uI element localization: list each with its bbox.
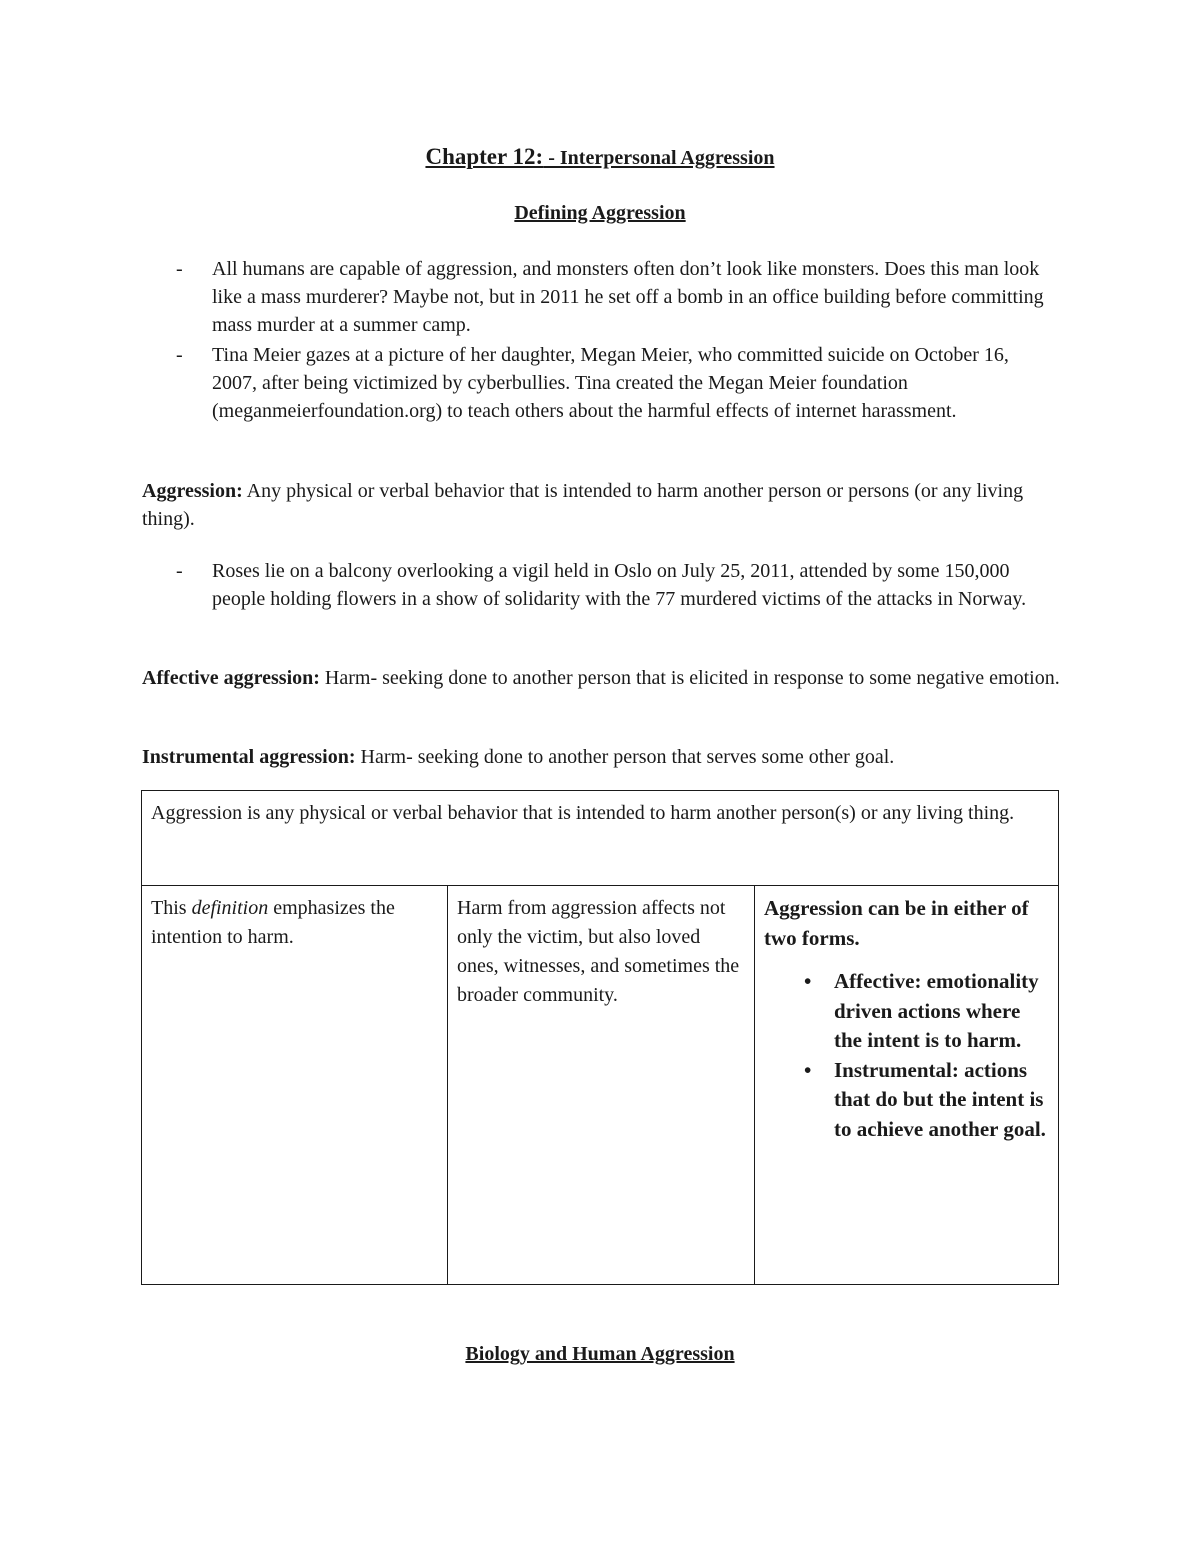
cell-italic-text: definition (191, 897, 269, 919)
dash-marker: - (176, 560, 183, 582)
list-item (176, 255, 1056, 339)
definition-term: Affective aggression: (142, 667, 320, 689)
table-cell-forms (755, 886, 1059, 1285)
definition-term: Instrumental aggression: (142, 746, 356, 768)
aggression-definition (142, 477, 1060, 533)
list-item (804, 1056, 1049, 1145)
chapter-subtitle: - Interpersonal Aggression (543, 147, 775, 169)
section-title: Defining Aggression (514, 202, 686, 224)
cell-text: emphasizes the intention to harm. (151, 897, 395, 948)
cell-text: This (151, 897, 192, 919)
forms-list (764, 967, 1049, 1144)
chapter-label: Chapter 12: (425, 144, 544, 169)
table-row (142, 791, 1059, 886)
chapter-title (0, 144, 1200, 170)
list-item (176, 341, 1056, 425)
instrumental-definition (142, 743, 1060, 771)
bullet-marker: • (804, 969, 812, 993)
bullet-text: Affective: emotionality driven actions where the intent is to harm. (834, 969, 1039, 1052)
vigil-bullet-list (176, 557, 1056, 613)
bullet-text: Instrumental: actions that do but the intent is to achieve another goal. (834, 1057, 1046, 1141)
definition-term: Aggression: (142, 480, 243, 502)
table-row (142, 886, 1059, 1285)
bullet-text: All humans are capable of aggression, and monsters often don’t look like monsters. Does this man look like a mass murderer? Maybe not, but in 2011 he set off a bomb in an office building before committing mass murder at a summer camp. (212, 258, 1044, 336)
list-item (804, 967, 1049, 1056)
bullet-text: Roses lie on a balcony overlooking a vigil held in Oslo on July 25, 2011, attended by some 150,000 people holding flowers in a show of solidarity with the 77 murdered victims of the attacks in Norway. (212, 560, 1027, 610)
bullet-marker: • (804, 1057, 812, 1082)
affective-definition (142, 664, 1060, 692)
list-item (176, 557, 1056, 613)
bullet-text: Tina Meier gazes at a picture of her daughter, Megan Meier, who committed suicide on October 16, 2007, after being victimized by cyberbullies. Tina created the Megan Meier foundation (meganmeierfoundation.org) to teach others about the harmful effects of internet harassment. (212, 344, 1009, 422)
table-header-cell: Aggression is any physical or verbal behavior that is intended to harm another person(s) or any living thing. (142, 791, 1059, 886)
table-cell-harm: Harm from aggression affects not only the victim, but also loved ones, witnesses, and sometimes the broader community. (448, 886, 755, 1285)
definition-text: Harm- seeking done to another person that is elicited in response to some negative emotion. (319, 667, 1060, 689)
definition-text: Harm- seeking done to another person that serves some other goal. (355, 746, 895, 768)
dash-marker: - (176, 258, 183, 280)
forms-heading: Aggression can be in either of two forms. (764, 896, 1029, 950)
intro-bullet-list (176, 255, 1056, 425)
table-cell-intention (142, 886, 448, 1285)
definition-text: Any physical or verbal behavior that is intended to harm another person or persons (or any living thing). (142, 480, 1024, 530)
definition-table (141, 790, 1059, 1285)
next-section-title: Biology and Human Aggression (465, 1343, 735, 1365)
dash-marker: - (176, 344, 183, 366)
